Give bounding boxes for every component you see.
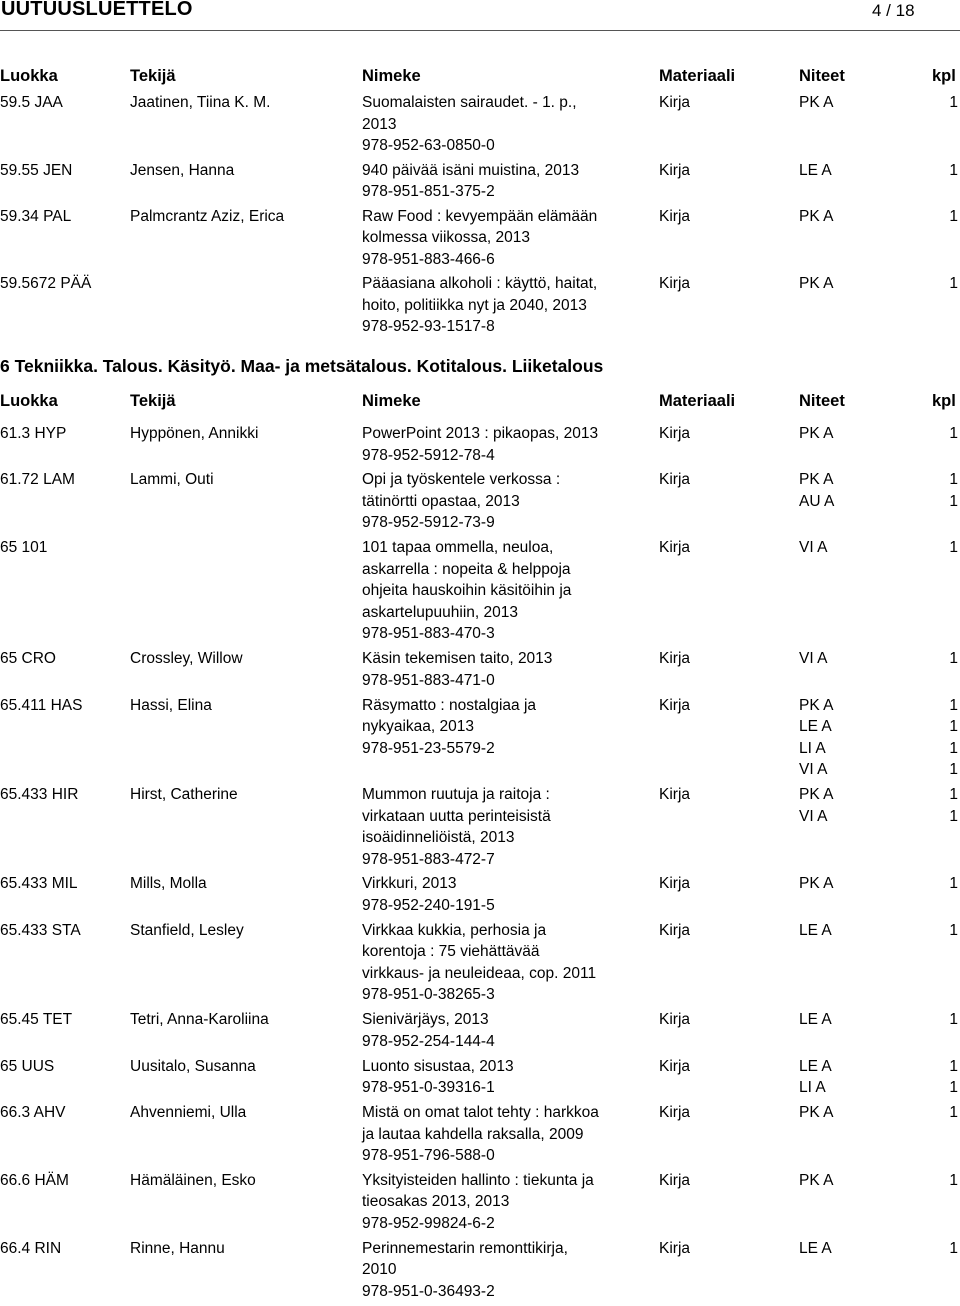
nimeke-column <box>362 1170 652 1235</box>
column-header-row <box>0 67 960 88</box>
nimeke-line: 978-951-883-471-0 <box>362 671 495 689</box>
tekija-cell: Hirst, Catherine <box>130 786 238 803</box>
materiaali-column <box>659 92 690 114</box>
nimeke-line: Suomalaisten sairaudet. - 1. p., <box>362 94 577 111</box>
tekija-column <box>130 1170 256 1192</box>
tekija-column <box>130 920 244 942</box>
niteet-location: PK A <box>799 696 834 714</box>
luokka-cell: 66.6 HÄM <box>0 1171 69 1189</box>
luokka-column <box>0 1056 54 1078</box>
kpl-count: 1 <box>949 1057 958 1075</box>
kpl-count: 1 <box>949 718 958 736</box>
nimeke-line: tätinörtti opastaa, 2013 <box>362 492 520 510</box>
col-materiaali-header: Materiaali <box>659 392 736 410</box>
niteet-column <box>799 873 833 895</box>
tekija-cell: Rinne, Hannu <box>130 1239 225 1257</box>
materiaali-cell: Kirja <box>659 207 691 225</box>
tekija-cell: Lammi, Outi <box>130 471 214 489</box>
materiaali-cell: Kirja <box>659 425 691 442</box>
tekija-column <box>130 695 212 717</box>
luokka-column <box>0 695 82 717</box>
nimeke-line: nykyaikaa, 2013 <box>362 718 475 736</box>
nimeke-line: 978-952-63-0850-0 <box>362 137 495 154</box>
tekija-cell: Crossley, Willow <box>130 650 243 668</box>
luokka-column <box>0 784 78 806</box>
col-materiaali-header: Materiaali <box>659 67 736 85</box>
kpl-count: 1 <box>949 275 958 292</box>
niteet-location: VI A <box>799 761 828 779</box>
kpl-column <box>924 206 958 228</box>
luokka-column <box>0 273 91 295</box>
luokka-cell: 65.45 TET <box>0 1011 73 1029</box>
luokka-cell: 61.3 HYP <box>0 425 67 442</box>
materiaali-column <box>659 273 690 295</box>
kpl-count: 1 <box>949 696 958 714</box>
tekija-column <box>130 873 207 895</box>
niteet-column <box>799 1009 832 1031</box>
page-title: UUTUUSLUETTELO <box>1 0 193 20</box>
tekija-cell: Mills, Molla <box>130 875 207 893</box>
nimeke-line: Virkkaa kukkia, perhosia ja <box>362 921 547 939</box>
niteet-location: VI A <box>799 539 828 557</box>
materiaali-column <box>659 873 690 895</box>
nimeke-line: kolmessa viikossa, 2013 <box>362 229 530 246</box>
materiaali-column <box>659 160 690 182</box>
col-luokka-header: Luokka <box>0 67 58 85</box>
nimeke-line: Mistä on omat talot tehty : harkkoa <box>362 1104 599 1121</box>
luokka-column <box>0 537 47 559</box>
kpl-count: 1 <box>949 471 958 489</box>
niteet-column <box>799 1238 832 1260</box>
nimeke-column <box>362 648 652 691</box>
niteet-location: LE A <box>799 718 832 736</box>
kpl-column <box>924 784 958 827</box>
nimeke-line: 978-952-5912-78-4 <box>362 446 495 464</box>
materiaali-cell: Kirja <box>659 1104 691 1121</box>
page-number: 4 / 18 <box>872 1 915 20</box>
nimeke-line: 978-951-0-38265-3 <box>362 986 495 1004</box>
nimeke-line: 978-951-883-470-3 <box>362 625 495 643</box>
materiaali-column <box>659 1056 690 1078</box>
niteet-column <box>799 695 833 781</box>
luokka-cell: 65.433 STA <box>0 921 81 939</box>
nimeke-line: 978-951-0-36493-2 <box>362 1282 495 1300</box>
niteet-location: PK A <box>799 875 834 893</box>
tekija-cell: Hassi, Elina <box>130 696 212 714</box>
nimeke-line: ja lautaa kahdella raksalla, 2009 <box>362 1125 584 1143</box>
tekija-column <box>130 784 238 806</box>
kpl-column <box>924 873 958 895</box>
luokka-cell: 61.72 LAM <box>0 471 75 489</box>
niteet-location: PK A <box>799 207 834 225</box>
kpl-column <box>924 1102 958 1124</box>
nimeke-line: Luonto sisustaa, 2013 <box>362 1057 514 1075</box>
tekija-column <box>130 1102 246 1124</box>
luokka-cell: 59.55 JEN <box>0 161 73 179</box>
section-2-title: 6 Tekniikka. Talous. Käsityö. Maa- ja metsätalous. Kotitalous. Liiketalous <box>0 356 604 376</box>
kpl-column <box>924 423 958 445</box>
luokka-column <box>0 206 71 228</box>
luokka-cell: 59.5672 PÄÄ <box>0 275 92 292</box>
materiaali-cell: Kirja <box>659 1171 691 1189</box>
kpl-column <box>924 1009 958 1031</box>
col-tekija-header: Tekijä <box>130 67 176 85</box>
nimeke-line: 978-952-240-191-5 <box>362 896 495 914</box>
materiaali-column <box>659 695 690 717</box>
materiaali-column <box>659 920 690 942</box>
nimeke-line: Virkkuri, 2013 <box>362 875 457 893</box>
nimeke-line: 978-951-883-472-7 <box>362 850 495 868</box>
nimeke-line: PowerPoint 2013 : pikaopas, 2013 <box>362 425 599 442</box>
materiaali-cell: Kirja <box>659 471 691 489</box>
nimeke-line: Mummon ruutuja ja raitoja : <box>362 786 550 803</box>
kpl-column <box>924 273 958 295</box>
nimeke-line: 101 tapaa ommella, neuloa, <box>362 539 554 557</box>
kpl-count: 1 <box>949 761 958 779</box>
materiaali-cell: Kirja <box>659 94 691 111</box>
kpl-column <box>924 92 958 114</box>
nimeke-line: isoäidinneliöistä, 2013 <box>362 829 515 846</box>
nimeke-column <box>362 206 652 271</box>
tekija-cell: Jaatinen, Tiina K. M. <box>130 94 271 111</box>
nimeke-line: Yksityisteiden hallinto : tiekunta ja <box>362 1171 594 1189</box>
luokka-column <box>0 873 78 895</box>
tekija-cell: Tetri, Anna-Karoliina <box>130 1011 269 1029</box>
col-kpl-header: kpl <box>932 67 956 85</box>
tekija-cell: Ahvenniemi, Ulla <box>130 1104 247 1121</box>
nimeke-line: virkkaus- ja neuleideaa, cop. 2011 <box>362 964 597 982</box>
nimeke-column <box>362 1238 652 1303</box>
nimeke-line: 978-951-796-588-0 <box>362 1147 495 1164</box>
luokka-column <box>0 92 63 114</box>
nimeke-column <box>362 92 652 157</box>
kpl-column <box>924 469 958 512</box>
luokka-column <box>0 160 72 182</box>
niteet-location: PK A <box>799 275 834 292</box>
materiaali-cell: Kirja <box>659 786 691 803</box>
nimeke-line: ohjeita hauskoihin käsitöihin ja <box>362 582 572 600</box>
materiaali-cell: Kirja <box>659 539 691 557</box>
niteet-column <box>799 648 827 670</box>
niteet-location: VI A <box>799 807 828 825</box>
nimeke-column <box>362 1102 652 1167</box>
kpl-count: 1 <box>949 786 958 803</box>
materiaali-column <box>659 1170 690 1192</box>
niteet-location: LI A <box>799 739 826 757</box>
tekija-column <box>130 1238 225 1260</box>
nimeke-line: askartelupuuhiin, 2013 <box>362 603 518 621</box>
niteet-column <box>799 920 832 942</box>
luokka-cell: 65.433 HIR <box>0 786 79 803</box>
kpl-count: 1 <box>949 1171 958 1189</box>
niteet-location: PK A <box>799 1171 834 1189</box>
materiaali-column <box>659 423 690 445</box>
niteet-column <box>799 92 833 114</box>
materiaali-cell: Kirja <box>659 1057 691 1075</box>
nimeke-line: 978-952-99824-6-2 <box>362 1214 495 1232</box>
tekija-cell: Palmcrantz Aziz, Erica <box>130 207 285 225</box>
kpl-column <box>924 1170 958 1192</box>
col-tekija-header: Tekijä <box>130 392 176 410</box>
nimeke-column <box>362 920 652 1006</box>
tekija-column <box>130 469 214 491</box>
kpl-count: 1 <box>949 650 958 668</box>
materiaali-cell: Kirja <box>659 1011 691 1029</box>
niteet-location: PK A <box>799 786 834 803</box>
nimeke-line: Sienivärjäys, 2013 <box>362 1011 489 1029</box>
nimeke-column <box>362 423 652 466</box>
tekija-cell: Hyppönen, Annikki <box>130 425 259 442</box>
materiaali-column <box>659 1009 690 1031</box>
materiaali-cell: Kirja <box>659 875 691 893</box>
niteet-column <box>799 1170 833 1192</box>
nimeke-line: tieosakas 2013, 2013 <box>362 1193 510 1211</box>
materiaali-cell: Kirja <box>659 275 691 292</box>
kpl-count: 1 <box>949 539 958 557</box>
materiaali-column <box>659 1102 690 1124</box>
tekija-cell: Uusitalo, Susanna <box>130 1057 256 1075</box>
nimeke-line: 978-952-93-1517-8 <box>362 318 495 335</box>
nimeke-line: askarrella : nopeita & helppoja <box>362 560 571 578</box>
materiaali-cell: Kirja <box>659 161 691 179</box>
luokka-column <box>0 1009 72 1031</box>
niteet-location: LE A <box>799 1011 832 1029</box>
niteet-location: VI A <box>799 650 828 668</box>
nimeke-line: Käsin tekemisen taito, 2013 <box>362 650 553 668</box>
niteet-location: LI A <box>799 1079 826 1097</box>
header-divider <box>0 30 960 31</box>
column-header-row <box>0 392 960 413</box>
kpl-count: 1 <box>949 1079 958 1097</box>
kpl-column <box>924 537 958 559</box>
luokka-column <box>0 1238 61 1260</box>
materiaali-cell: Kirja <box>659 696 691 714</box>
nimeke-line: Raw Food : kevyempään elämään <box>362 207 598 225</box>
luokka-cell: 59.5 JAA <box>0 94 63 111</box>
nimeke-line: korentoja : 75 viehättävää <box>362 943 540 961</box>
kpl-count: 1 <box>949 161 958 179</box>
nimeke-line: 978-952-5912-73-9 <box>362 514 495 532</box>
kpl-column <box>924 920 958 942</box>
luokka-column <box>0 469 75 491</box>
tekija-column <box>130 648 243 670</box>
luokka-cell: 65 CRO <box>0 650 56 668</box>
nimeke-line: 978-951-851-375-2 <box>362 183 495 200</box>
tekija-column <box>130 423 258 445</box>
kpl-column <box>924 695 958 781</box>
luokka-cell: 59.34 PAL <box>0 207 72 225</box>
materiaali-column <box>659 537 690 559</box>
niteet-location: AU A <box>799 492 835 510</box>
section-1 <box>0 67 960 341</box>
niteet-column <box>799 1056 832 1099</box>
niteet-location: LE A <box>799 1239 832 1257</box>
tekija-column <box>130 206 284 228</box>
luokka-cell: 65.411 HAS <box>0 696 83 714</box>
nimeke-line: 978-952-254-144-4 <box>362 1032 495 1050</box>
luokka-cell: 65 101 <box>0 539 48 557</box>
niteet-column <box>799 537 827 559</box>
kpl-count: 1 <box>949 921 958 939</box>
materiaali-column <box>659 206 690 228</box>
kpl-count: 1 <box>949 739 958 757</box>
kpl-count: 1 <box>949 94 958 111</box>
niteet-location: PK A <box>799 94 834 111</box>
kpl-count: 1 <box>949 1011 958 1029</box>
nimeke-line: hoito, politiikka nyt ja 2040, 2013 <box>362 296 587 314</box>
luokka-cell: 65 UUS <box>0 1057 55 1075</box>
kpl-column <box>924 648 958 670</box>
col-nimeke-header: Nimeke <box>362 67 421 85</box>
kpl-count: 1 <box>949 425 958 442</box>
nimeke-line: 2010 <box>362 1261 397 1279</box>
nimeke-line: 2013 <box>362 115 397 133</box>
kpl-count: 1 <box>949 807 958 825</box>
materiaali-column <box>659 469 690 491</box>
col-kpl-header: kpl <box>932 392 956 410</box>
nimeke-line: 940 päivää isäni muistina, 2013 <box>362 161 580 179</box>
kpl-count: 1 <box>949 492 958 510</box>
kpl-column <box>924 160 958 182</box>
tekija-column <box>130 1056 256 1078</box>
col-niteet-header: Niteet <box>799 392 845 410</box>
col-nimeke-header: Nimeke <box>362 392 421 410</box>
nimeke-column <box>362 273 652 338</box>
materiaali-column <box>659 784 690 806</box>
tekija-column <box>130 1009 269 1031</box>
niteet-column <box>799 206 833 228</box>
tekija-cell: Hämäläinen, Esko <box>130 1171 256 1189</box>
nimeke-column <box>362 160 652 203</box>
section-2 <box>0 392 960 1306</box>
materiaali-cell: Kirja <box>659 921 691 939</box>
tekija-cell: Jensen, Hanna <box>130 161 235 179</box>
niteet-column <box>799 469 834 512</box>
niteet-location: LE A <box>799 161 832 179</box>
nimeke-column <box>362 784 652 870</box>
nimeke-column <box>362 469 652 534</box>
luokka-column <box>0 1102 66 1124</box>
kpl-column <box>924 1056 958 1099</box>
nimeke-line: 978-951-23-5579-2 <box>362 739 495 757</box>
niteet-location: LE A <box>799 921 832 939</box>
nimeke-column <box>362 1009 652 1052</box>
nimeke-line: Pääasiana alkoholi : käyttö, haitat, <box>362 275 598 292</box>
col-niteet-header: Niteet <box>799 67 845 85</box>
niteet-location: LE A <box>799 1057 832 1075</box>
niteet-location: PK A <box>799 471 834 489</box>
niteet-location: PK A <box>799 425 834 442</box>
kpl-column <box>924 1238 958 1260</box>
luokka-cell: 66.3 AHV <box>0 1104 66 1121</box>
tekija-column <box>130 92 270 114</box>
nimeke-line: Räsymatto : nostalgiaa ja <box>362 696 537 714</box>
col-luokka-header: Luokka <box>0 392 58 410</box>
nimeke-line: Opi ja työskentele verkossa : <box>362 471 561 489</box>
luokka-column <box>0 648 56 670</box>
niteet-column <box>799 423 833 445</box>
materiaali-column <box>659 648 690 670</box>
nimeke-line: Perinnemestarin remonttikirja, <box>362 1239 568 1257</box>
nimeke-column <box>362 873 652 916</box>
luokka-column <box>0 920 81 942</box>
niteet-column <box>799 1102 833 1124</box>
niteet-column <box>799 784 833 827</box>
kpl-count: 1 <box>949 875 958 893</box>
nimeke-line: 978-951-0-39316-1 <box>362 1079 495 1097</box>
niteet-column <box>799 160 832 182</box>
materiaali-column <box>659 1238 690 1260</box>
luokka-column <box>0 423 66 445</box>
luokka-cell: 65.433 MIL <box>0 875 78 893</box>
nimeke-line: 978-951-883-466-6 <box>362 250 495 268</box>
niteet-location: PK A <box>799 1104 834 1121</box>
kpl-count: 1 <box>949 1239 958 1257</box>
luokka-column <box>0 1170 69 1192</box>
luokka-cell: 66.4 RIN <box>0 1239 62 1257</box>
nimeke-column <box>362 537 652 645</box>
nimeke-column <box>362 695 652 760</box>
tekija-column <box>130 160 234 182</box>
tekija-cell: Stanfield, Lesley <box>130 921 244 939</box>
niteet-column <box>799 273 833 295</box>
kpl-count: 1 <box>949 207 958 225</box>
kpl-count: 1 <box>949 1104 958 1121</box>
materiaali-cell: Kirja <box>659 650 691 668</box>
materiaali-cell: Kirja <box>659 1239 691 1257</box>
nimeke-column <box>362 1056 652 1099</box>
nimeke-line: virkataan uutta perinteisistä <box>362 807 551 825</box>
